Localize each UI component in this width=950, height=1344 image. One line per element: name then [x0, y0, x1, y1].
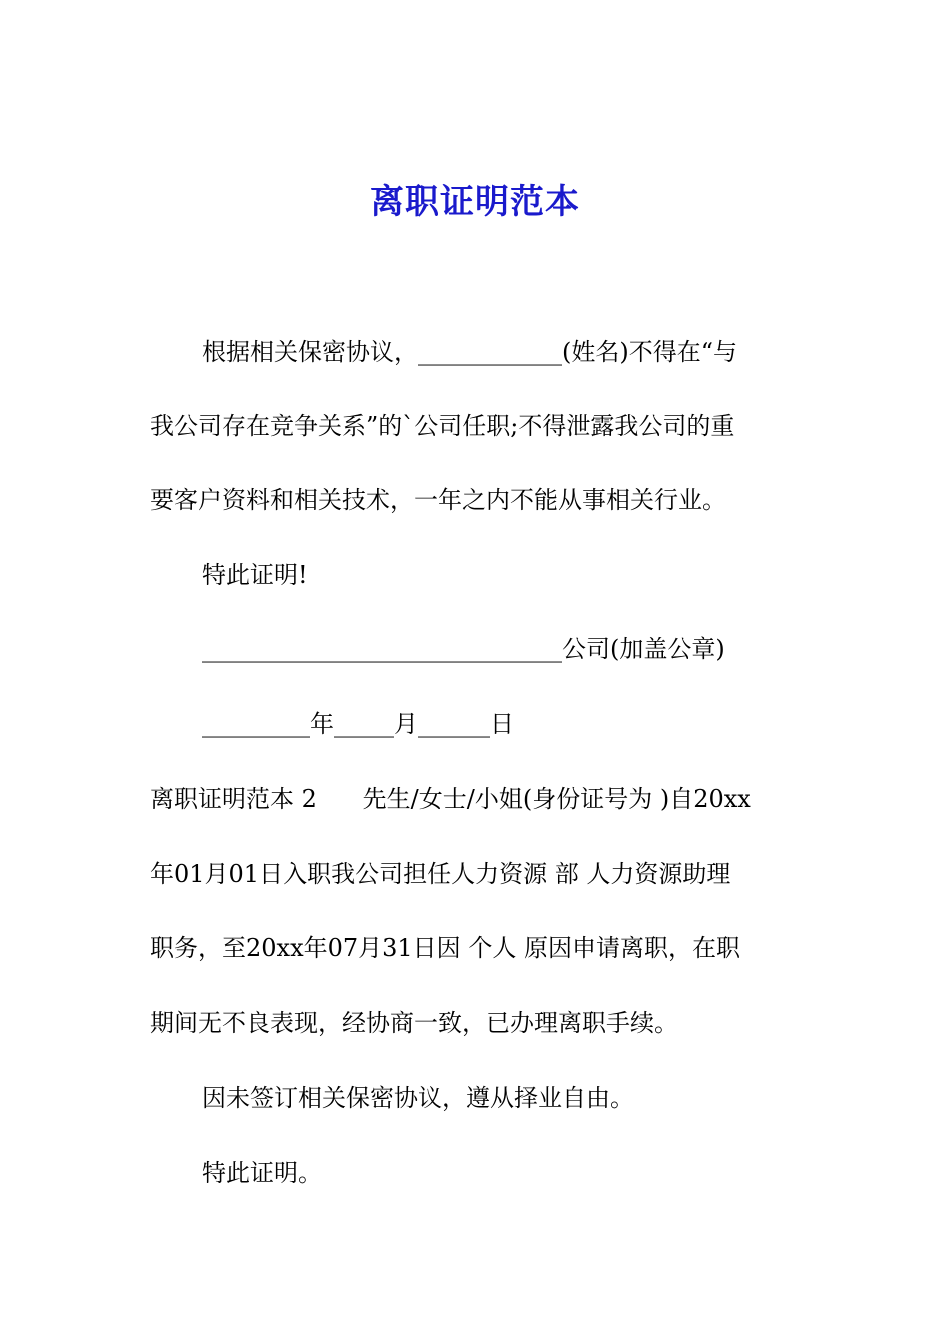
- closing-line: 特此证明。: [202, 1159, 322, 1187]
- company-seal-line: ______________________________公司(加盖公章): [202, 635, 725, 663]
- paragraph-line-11: 因未签订相关保密协议，遵从择业自由。: [202, 1084, 634, 1112]
- document-title: 离职证明范本: [370, 182, 580, 222]
- paragraph-line-3: 要客户资料和相关技术，一年之内不能从事相关行业。: [150, 486, 726, 514]
- paragraph-line-8: 年01月01日入职我公司担任人力资源 部 人力资源助理: [150, 860, 731, 888]
- paragraph-line-9: 职务，至20xx年07月31日因 个人 原因申请离职，在职: [150, 934, 740, 962]
- paragraph-line-1: 根据相关保密协议，____________(姓名)不得在“与: [202, 338, 737, 366]
- paragraph-line-2: 我公司存在竞争关系”的`公司任职;不得泄露我公司的重: [150, 412, 735, 440]
- paragraph-line-10: 期间无不良表现，经协商一致，已办理离职手续。: [150, 1009, 678, 1037]
- date-line: _________年_____月______日: [202, 710, 514, 738]
- certification-line: 特此证明!: [202, 561, 308, 589]
- paragraph-line-7: 离职证明范本 2 先生/女士/小姐(身份证号为 )自20xx: [150, 785, 751, 813]
